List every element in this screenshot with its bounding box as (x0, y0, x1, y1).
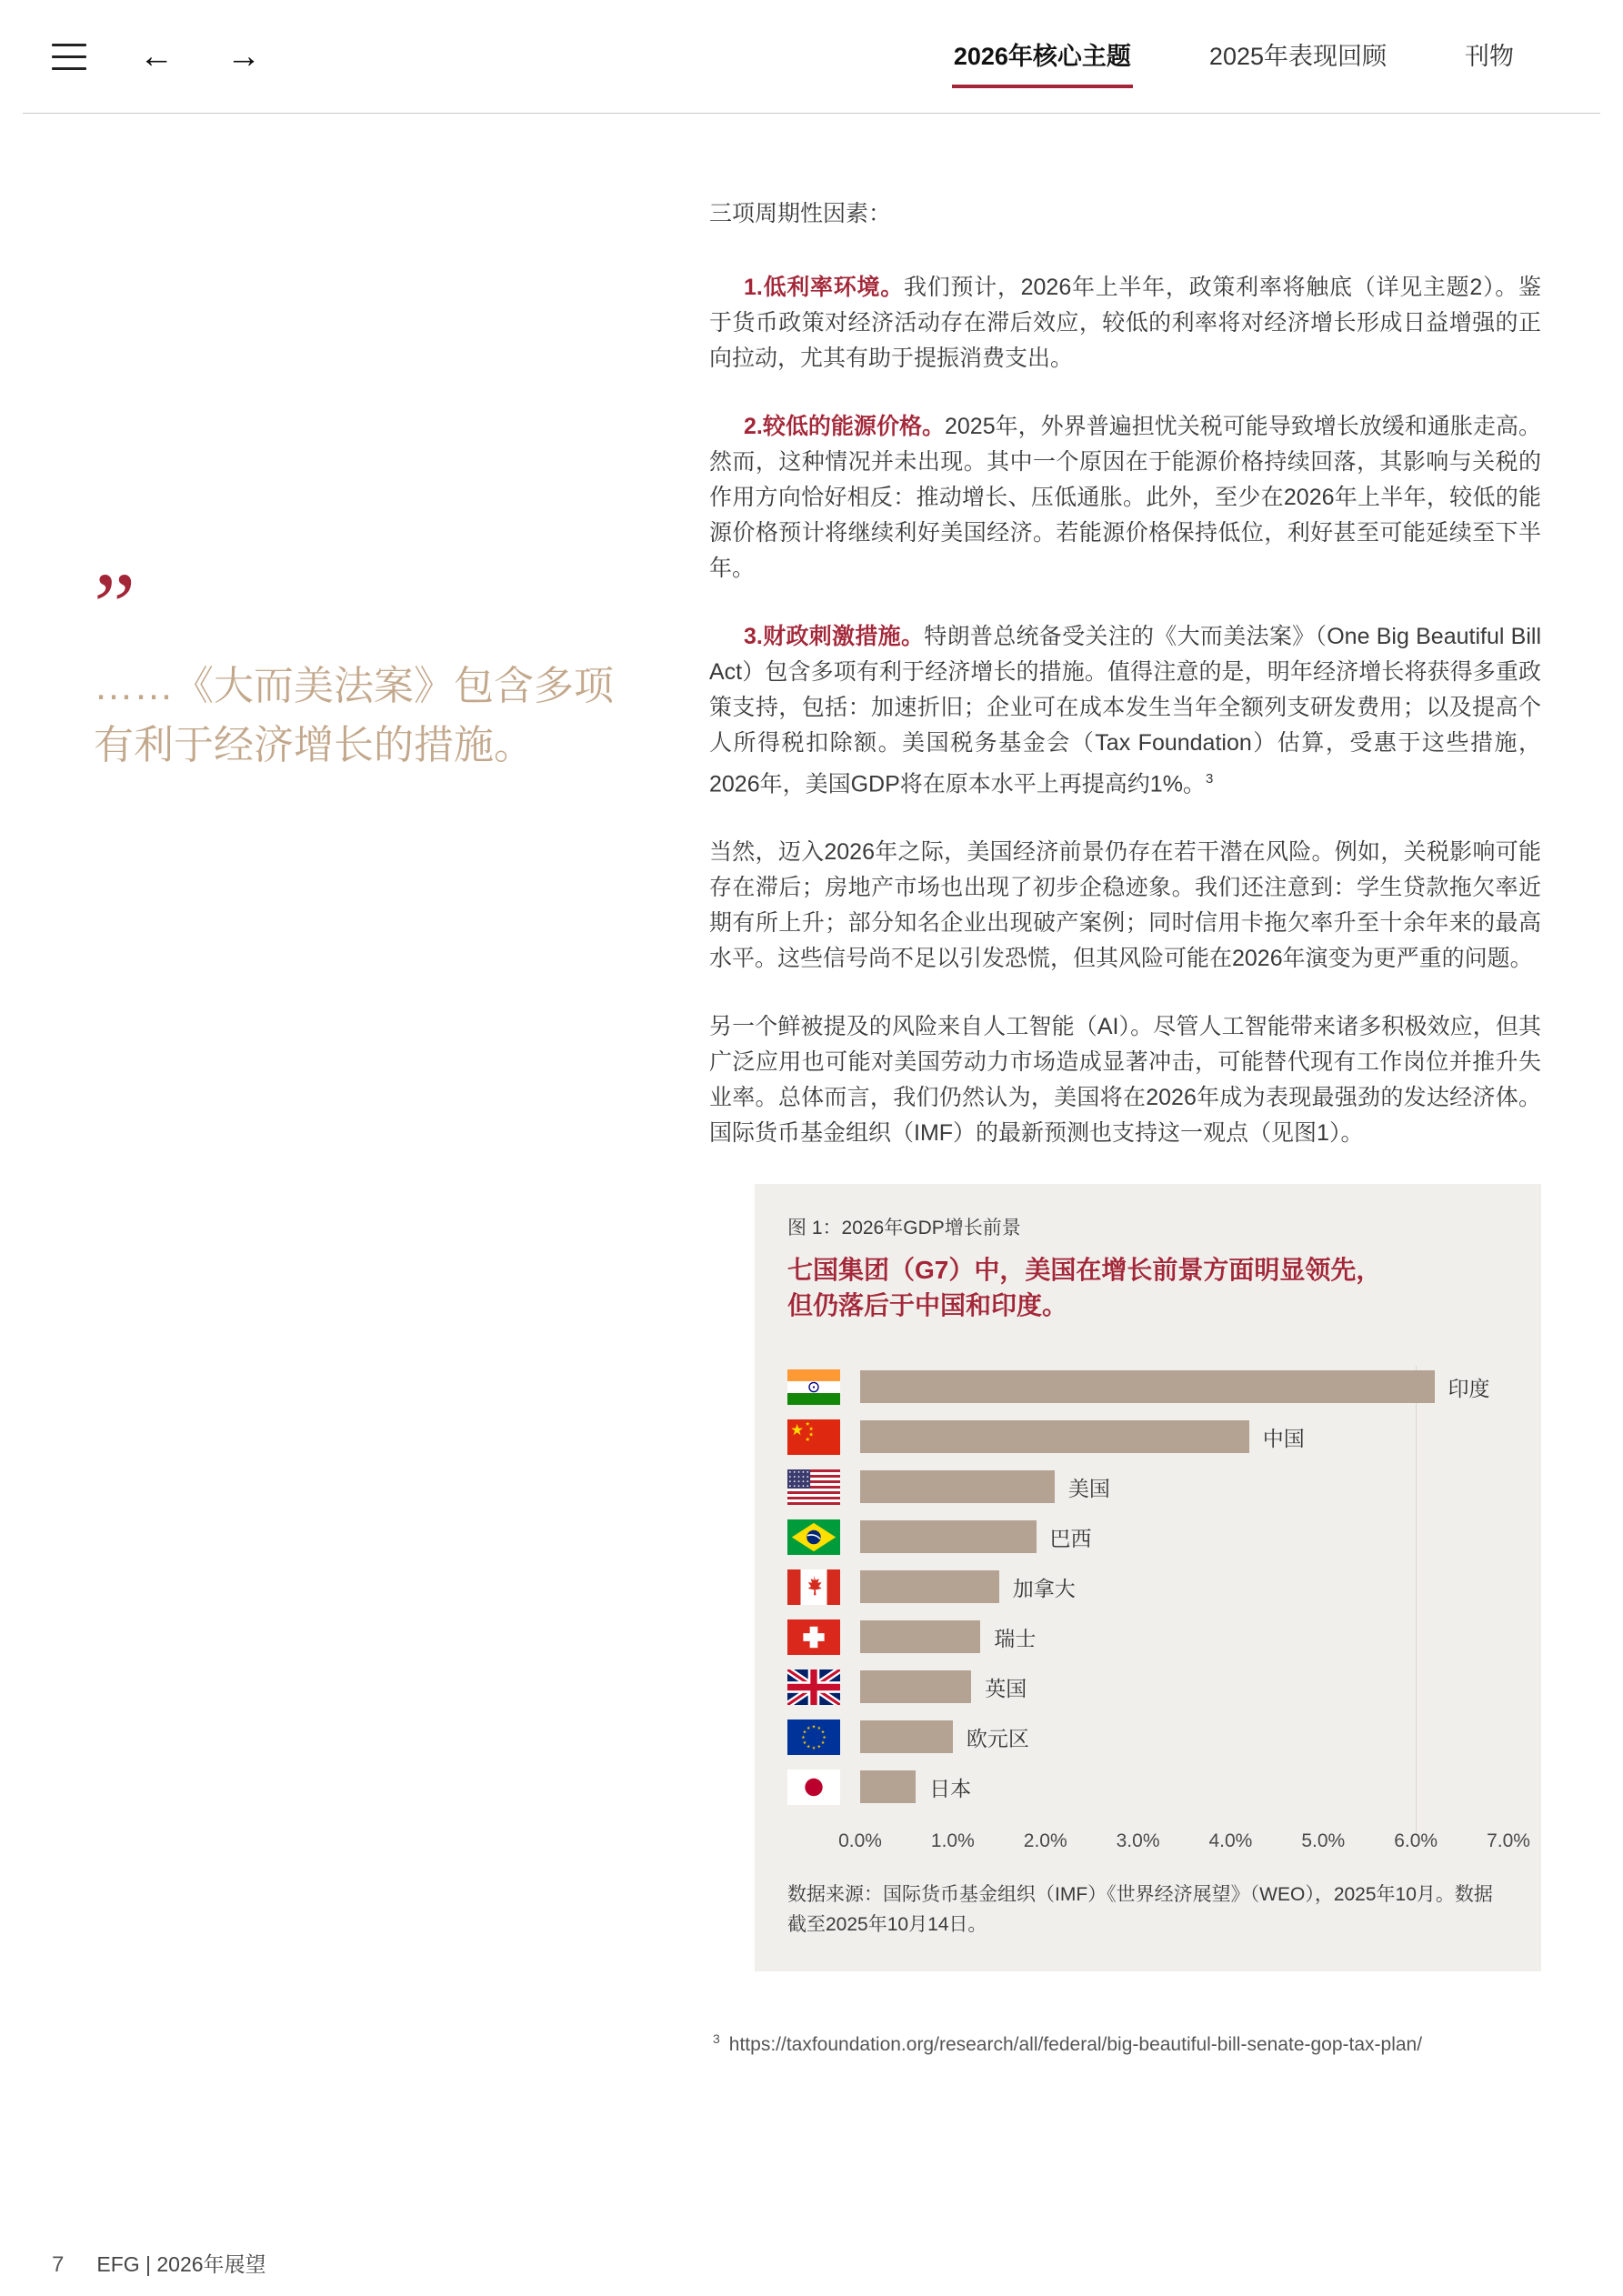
cn-flag-icon (787, 1419, 840, 1455)
bar-country-label: 加拿大 (1012, 1576, 1076, 1600)
chart-axis (838, 1823, 1530, 1860)
paragraph-lead: 1.低利率环境。 (744, 275, 904, 300)
footnote-marker: 3 (713, 2030, 720, 2046)
paragraph-body: 特朗普总统备受关注的《大而美法案》（One Big Beautiful Bill Act）包含多项有利于经济增长的措施。值得注意的是，明年经济增长将获得多重政策支持，包括：加速折旧；企业可在成本发生当年全额列支研发费用；以及提高个人所得税扣除额。美国税务基金会（Tax Foundation）估算，受惠于这些措施，2026年，美国GDP将在原本水平上再提高约1%。 (709, 624, 1541, 797)
axis-tick-label: 3.0% (1116, 1830, 1160, 1851)
bar-country-label: 英国 (985, 1676, 1027, 1700)
axis-tick-label: 7.0% (1487, 1830, 1530, 1851)
bar-track (860, 1569, 1508, 1605)
gdp-growth-bar (860, 1670, 971, 1703)
figure-caption: 图 1：2026年GDP增长前景 (787, 1218, 1021, 1239)
figure-title-line2: 但仍落后于中国和印度。 (787, 1290, 1068, 1319)
bar-track (860, 1369, 1508, 1405)
gdp-growth-bar (860, 1620, 980, 1653)
paragraph-fiscal-stimulus (709, 619, 1541, 802)
chart-row (787, 1562, 1508, 1612)
paragraph-risks (709, 835, 1541, 977)
publication-label: EFG | 2026年展望 (96, 2252, 266, 2276)
axis-tick-label: 4.0% (1208, 1830, 1253, 1851)
chart-row (787, 1612, 1508, 1662)
ca-flag-icon (787, 1569, 840, 1605)
chart-row (787, 1512, 1508, 1562)
figure-source: 数据来源：国际货币基金组织（IMF）《世界经济展望》（WEO），2025年10月。数据截至2025年10月14日。 (787, 1883, 1493, 1936)
gdp-growth-bar (860, 1770, 916, 1803)
chart-row (787, 1462, 1508, 1512)
footnote (713, 2031, 1541, 2056)
chart-rows (787, 1362, 1508, 1812)
bar-track (860, 1619, 1508, 1655)
figure-title-line1: 七国集团（G7）中，美国在增长前景方面明显领先， (787, 1256, 1382, 1285)
menu-icon[interactable] (52, 44, 86, 70)
header-divider (23, 113, 1600, 114)
intro-line: 三项周期性因素： (709, 201, 892, 226)
chart-row (787, 1712, 1508, 1762)
paragraph-lead: 2.较低的能源价格。 (744, 414, 945, 439)
pull-quote (94, 554, 639, 775)
axis-tick-label: 6.0% (1394, 1830, 1438, 1851)
paragraph-energy-prices (709, 409, 1541, 587)
figure-1 (755, 1184, 1541, 1970)
paragraph-body: 当然，迈入2026年之际，美国经济前景仍存在若干潜在风险。例如，关税影响可能存在滞后；房地产市场也出现了初步企稳迹象。我们还注意到：学生贷款拖欠率近期有所上升；部分知名企业出现破产案例；同时信用卡拖欠率升至十余年来的最高水平。这些信号尚不足以引发恐慌，但其风险可能在2026年演变为更严重的问题。 (709, 839, 1541, 972)
forward-arrow-icon[interactable]: → (226, 37, 261, 75)
bar-country-label: 美国 (1067, 1476, 1110, 1500)
bar-track (860, 1669, 1508, 1705)
bar-country-label: 中国 (1262, 1426, 1305, 1450)
bar-track (860, 1770, 1508, 1805)
bar-track (860, 1419, 1508, 1455)
quote-mark-icon: ” (94, 554, 133, 658)
eu-flag-icon (787, 1719, 840, 1755)
in-flag-icon (787, 1369, 840, 1405)
top-nav (0, 0, 1623, 113)
paragraph-ai-risk (709, 1009, 1541, 1151)
paragraph-low-rates (709, 270, 1541, 376)
bar-track (860, 1519, 1508, 1555)
bar-country-label: 巴西 (1049, 1526, 1092, 1550)
gdp-growth-bar (860, 1570, 999, 1603)
axis-tick-label: 1.0% (930, 1830, 975, 1851)
ch-flag-icon (787, 1619, 840, 1655)
back-arrow-icon[interactable]: ← (139, 37, 174, 75)
gdp-growth-bar (860, 1520, 1037, 1553)
footnote-url[interactable]: https://taxfoundation.org/research/all/federal/big-beautiful-bill-senate-gop-tax-plan/ (728, 2033, 1423, 2055)
bar-country-label: 印度 (1448, 1376, 1490, 1400)
footnote-reference: 3 (1205, 771, 1214, 787)
chart-row (787, 1762, 1508, 1812)
axis-tick-label: 2.0% (1023, 1830, 1067, 1851)
article-column (709, 196, 1541, 2056)
page-number: 7 (52, 2252, 65, 2277)
br-flag-icon (787, 1519, 840, 1555)
gdp-growth-bar (860, 1420, 1249, 1453)
menu-icon-line (52, 44, 86, 46)
chart-row (787, 1662, 1508, 1712)
chart-row (787, 1412, 1508, 1462)
chart-row (787, 1362, 1508, 1412)
tab-2025-review[interactable]: 2025年表现回顾 (1208, 42, 1387, 70)
menu-icon-line (52, 67, 86, 70)
page-footer (52, 2248, 266, 2278)
jp-flag-icon (787, 1770, 840, 1805)
figure-title (787, 1253, 1508, 1323)
axis-tick-label: 0.0% (838, 1830, 882, 1851)
gdp-growth-bar (860, 1470, 1055, 1503)
paragraph-lead: 3.财政刺激措施。 (744, 624, 925, 649)
bar-country-label: 瑞士 (994, 1626, 1037, 1650)
bar-country-label: 日本 (929, 1776, 972, 1800)
paragraph-body: 2025年，外界普遍担忧关税可能导致增长放缓和通胀走高。然而，这种情况并未出现。其中一个原因在于能源价格持续回落，其影响与关税的作用方向恰好相反：推动增长、压低通胀。此外，至少在2026年上半年，较低的能源价格预计将继续利好美国经济。若能源价格保持低位，利好甚至可能延续至下半年。 (709, 414, 1541, 581)
menu-icon-line (52, 55, 86, 58)
tab-2026-core-themes[interactable]: 2026年核心主题 (952, 25, 1133, 88)
pull-quote-text: ……《大而美法案》包含多项有利于经济增长的措施。 (94, 664, 614, 768)
gdp-bar-chart (787, 1362, 1530, 1860)
bar-track (860, 1469, 1508, 1505)
bar-track (860, 1719, 1508, 1755)
gdp-growth-bar (860, 1370, 1435, 1403)
gb-flag-icon (787, 1669, 840, 1705)
tab-publications[interactable]: 刊物 (1465, 42, 1514, 70)
gdp-growth-bar (860, 1720, 953, 1753)
header-tabs (952, 25, 1568, 88)
paragraph-body: 另一个鲜被提及的风险来自人工智能（AI）。尽管人工智能带来诸多积极效应，但其广泛应用也可能对美国劳动力市场造成显著冲击，可能替代现有工作岗位并推升失业率。总体而言，我们仍然认为，美国将在2026年成为表现最强劲的发达经济体。国际货币基金组织（IMF）的最新预测也支持这一观点（见图1）。 (709, 1014, 1541, 1147)
bar-country-label: 欧元区 (966, 1726, 1029, 1750)
axis-tick-label: 5.0% (1301, 1830, 1346, 1851)
paragraph-body: 我们预计，2026年上半年，政策利率将触底（详见主题2）。鉴于货币政策对经济活动存在滞后效应，较低的利率将对经济增长形成日益增强的正向拉动，尤其有助于提振消费支出。 (709, 275, 1541, 371)
us-flag-icon (787, 1469, 840, 1505)
